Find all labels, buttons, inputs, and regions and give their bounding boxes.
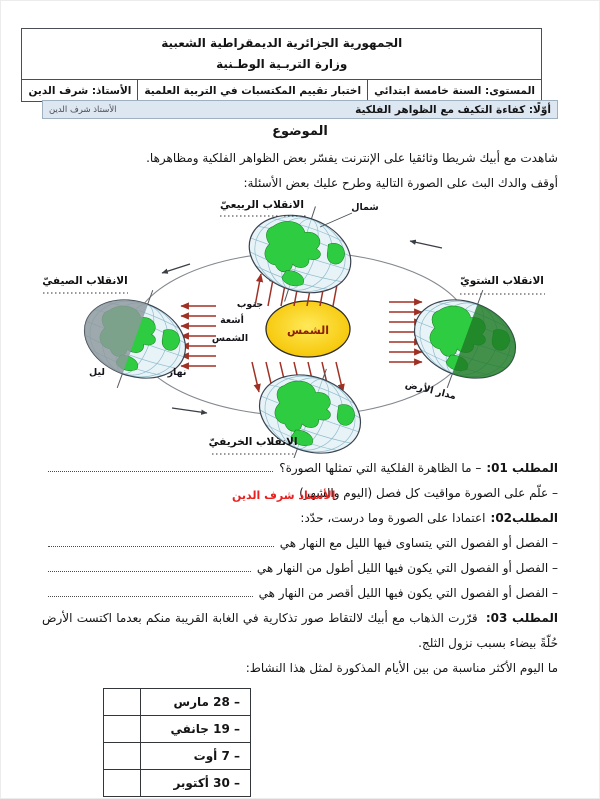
sun-label: الشمس bbox=[286, 324, 330, 337]
option-answer-cell-1 bbox=[104, 689, 141, 716]
option-row-4 bbox=[104, 770, 251, 797]
question-2-item-3 bbox=[42, 581, 558, 606]
answer-blank-q1 bbox=[48, 463, 273, 472]
question-2-label: المطلب02: bbox=[490, 511, 558, 525]
seasons-diagram-svg bbox=[40, 194, 560, 458]
option-date-2: – 19 جانفي bbox=[141, 716, 251, 743]
question-3-prompt: ما اليوم الأكثر مناسبة من بين الأيام المذكورة لمثل هذا النشاط: bbox=[245, 661, 558, 675]
option-row-2 bbox=[104, 716, 251, 743]
question-2-item-1 bbox=[42, 531, 558, 556]
subject-heading: الموضوع bbox=[272, 124, 328, 139]
question-2-item-2-text: – الفصل أو الفصول التي يكون فيها الليل أطول من النهار هي bbox=[256, 561, 558, 575]
answer-blank-item-1 bbox=[48, 538, 274, 547]
sun-rays-label-line2: الشمس bbox=[211, 333, 249, 344]
earth-summer bbox=[68, 272, 201, 405]
intro-line-1: شاهدت مع أبيك شريطا وثائقيا على الإنترنت يفسّر بعض الظواهر الفلكية ومظاهرها. bbox=[146, 151, 558, 165]
question-2-item-2 bbox=[42, 556, 558, 581]
day-options-table bbox=[103, 688, 251, 797]
header-table bbox=[21, 28, 542, 102]
ministry-title: وزارة التربـية الوطـنية bbox=[216, 57, 348, 71]
question-2-item-1-text: – الفصل أو الفصول التي يتساوى فيها الليل مع النهار هي bbox=[279, 536, 558, 550]
exam-title-cell: اختبار تقييم المكتسبات في التربية العلمية bbox=[138, 80, 368, 102]
teacher-watermark: الأستاذ شرف الدين bbox=[49, 104, 117, 115]
header-title-cell bbox=[22, 29, 542, 80]
south-label: جنوب bbox=[236, 299, 264, 310]
day-label: نهار bbox=[167, 367, 187, 378]
option-answer-cell-4 bbox=[104, 770, 141, 797]
option-row-3 bbox=[104, 743, 251, 770]
question-2-item-3-text: – الفصل أو الفصول التي يكون فيها الليل أقصر من النهار هي bbox=[258, 586, 558, 600]
spring-equinox-label: الانقلاب الربيعيّ bbox=[220, 199, 304, 211]
autumn-equinox-label: الانقلاب الخريفيّ bbox=[208, 436, 298, 448]
question-1-text: – ما الظاهرة الفلكية التي تمثلها الصورة؟ bbox=[279, 461, 482, 475]
option-row-1 bbox=[104, 689, 251, 716]
question-2-row bbox=[42, 506, 558, 531]
teacher-cell: الأستاذ: شرف الدين bbox=[22, 80, 138, 102]
night-label: ليل bbox=[89, 367, 105, 378]
winter-solstice-label: الانقلاب الشتويّ bbox=[460, 275, 544, 287]
option-date-3: – 7 أوت bbox=[141, 743, 251, 770]
question-1-sub-text: – علّم على الصورة مواقيت كل فصل (اليوم والشهر) bbox=[299, 486, 558, 500]
summer-solstice-label: الانقلاب الصيفيّ bbox=[42, 275, 128, 287]
north-label: شمال bbox=[351, 202, 379, 213]
option-date-1: – 28 مارس bbox=[141, 689, 251, 716]
earth-orbit-label: مدار الأرض bbox=[404, 378, 458, 403]
sun-rays-label-line1: أشعة bbox=[220, 315, 244, 326]
competency-band bbox=[42, 100, 558, 119]
question-3-paragraph bbox=[42, 606, 558, 656]
north-pointer-line bbox=[320, 213, 352, 227]
option-date-4: – 30 أكتوبر bbox=[141, 770, 251, 797]
sun-rays-left bbox=[181, 306, 216, 366]
option-answer-cell-3 bbox=[104, 743, 141, 770]
level-cell: المستوى: السنة خامسة ابتدائي bbox=[368, 80, 542, 102]
question-3-label: المطلب 03: bbox=[485, 611, 558, 625]
teacher-red-stamp: الأستاذ شرف الدين bbox=[232, 489, 336, 502]
intro-paragraph bbox=[42, 146, 558, 196]
answer-blank-item-3 bbox=[48, 588, 253, 597]
seasons-diagram bbox=[40, 194, 560, 458]
question-3-text: قرّرت الذهاب مع أبيك لالتقاط صور تذكارية في الغابة القريبة منكم بعدما اكتست الأرض حُلّةً بيضاء بسبب نزول الثلج. bbox=[42, 611, 558, 650]
option-answer-cell-2 bbox=[104, 716, 141, 743]
answer-blank-item-2 bbox=[48, 563, 251, 572]
question-2-intro: اعتمادا على الصورة وما درست، حدّد: bbox=[300, 511, 486, 525]
question-1-row bbox=[42, 456, 558, 481]
question-1-label: المطلب 01: bbox=[486, 461, 558, 475]
question-1-sub-row bbox=[42, 481, 558, 506]
competency-title: أوّلًا: كفاءة التكيف مع الظواهر الفلكية bbox=[355, 103, 551, 116]
questions-section bbox=[42, 456, 558, 681]
republic-title: الجمهورية الجزائرية الديمقراطية الشعبية bbox=[161, 36, 403, 50]
intro-line-2: أوقف والدك البث على الصورة التالية وطرح عليك بعض الأسئلة: bbox=[243, 176, 558, 190]
